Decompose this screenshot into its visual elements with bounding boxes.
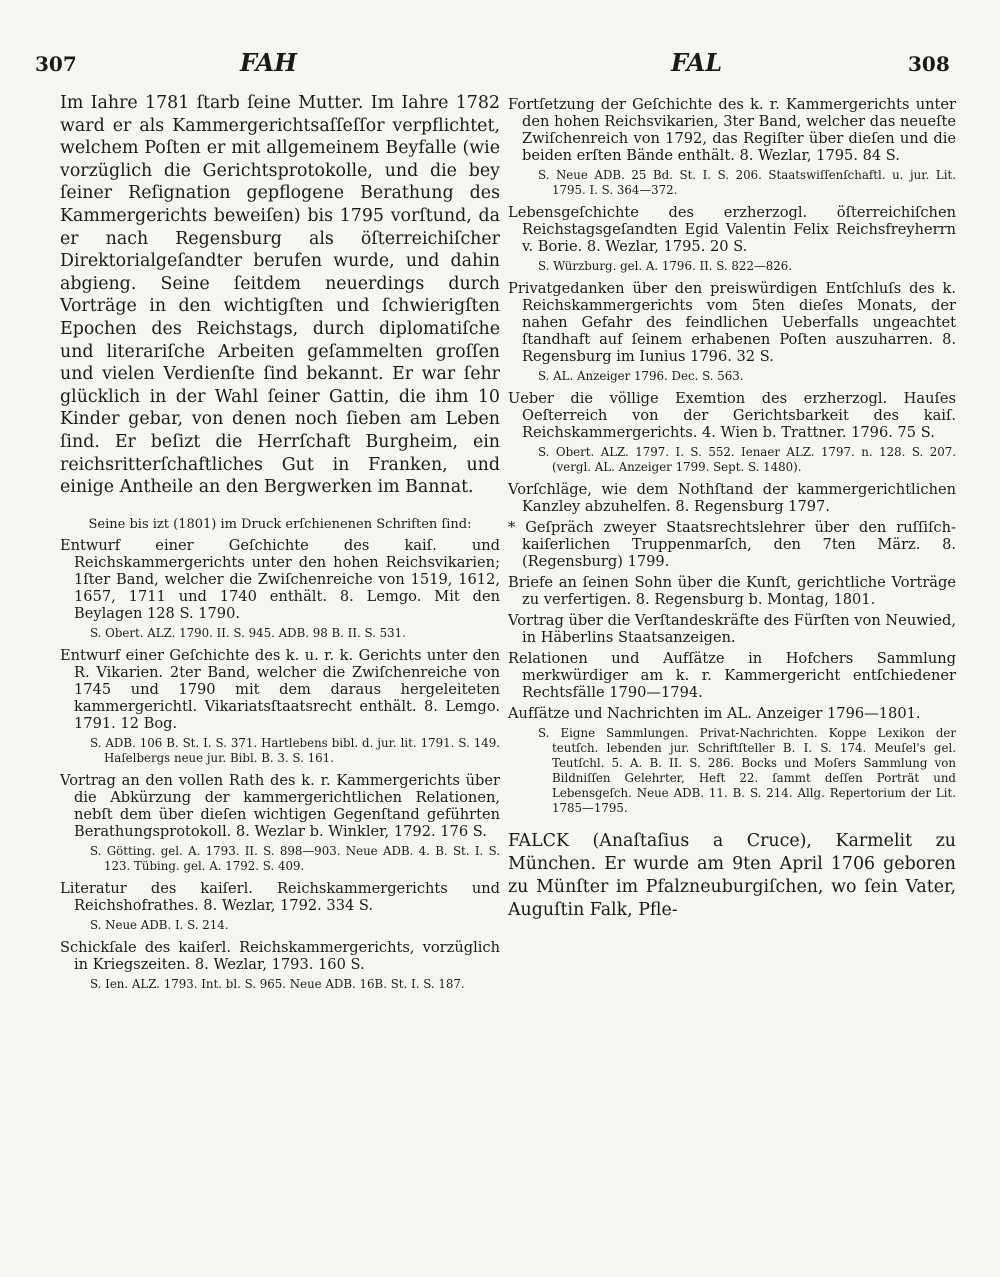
entry-title: * Geſpräch zweyer Staatsrechtslehrer über den ruſſiſch-kaiſerlichen Truppenmarſch, den 7ten März. 8. (Regensburg) 1799. [508, 519, 956, 570]
entry-title: Briefe an ſeinen Sohn über die Kunſt, gerichtliche Vorträge zu verfertigen. 8. Regensburg b. Montag, 1801. [508, 574, 956, 608]
entry-title: Lebensgeſchichte des erzherzogl. öſterreichiſchen Reichstagsgeſandten Egid Valentin Felix Reichsfreyherrn v. Borie. 8. Wezlar, 1795. 20 S. [508, 204, 956, 255]
bibliography-entry [508, 519, 956, 570]
entry-reference: S. Würzburg. gel. A. 1796. II. S. 822—826. [538, 259, 793, 273]
entry-reference: S. ADB. 106 B. St. I. S. 371. Hartlebens bibl. d. jur. lit. 1791. S. 149. Haſelbergs neue jur. Bibl. B. 3. S. 161. [90, 735, 500, 765]
bibliography-entry [60, 647, 500, 766]
entry-title: Privatgedanken über den preiswürdigen Entſchluſs des k. Reichskammergerichts vom 5ten dieſes Monats, der nahen Gefahr des feindlichen Ueberfalls ungeachtet ſtandhaft auf ſeinem erhabenen Poſten auszuharren. 8. Regensburg im Iunius 1796. 32 S. [508, 280, 956, 365]
entry-reference: S. Neue ADB. I. S. 214. [90, 917, 229, 932]
entry-title: Aufſätze und Nachrichten im AL. Anzeiger 1796—1801. [508, 705, 921, 722]
bibliography-entry [508, 204, 956, 274]
bibliography-entry [508, 650, 956, 701]
bibliography-entry [508, 705, 956, 816]
bibliography-entry [508, 481, 956, 515]
bibliography-entry [60, 939, 500, 992]
bibliography-entry [60, 880, 500, 933]
page-number-left: 307 [35, 52, 77, 76]
entry-title: Entwurf einer Geſchichte des k. u. r. k. Gerichts unter den R. Vikarien. 2ter Band, welcher die Zwiſchenreiche von 1745 und 1790 mit dem daraus hergeleiteten kammergerichtl. Vikariatsſtaatsrecht enthält. 8. Lemgo. 1791. 12 Bog. [60, 646, 500, 732]
bibliography-entry [60, 772, 500, 874]
entry-reference: S. Ien. ALZ. 1793. Int. bl. S. 965. Neue ADB. 16B. St. I. S. 187. [90, 976, 465, 991]
bibliography-entry [60, 537, 500, 641]
running-head-left: FAH [240, 48, 297, 77]
works-intro: Seine bis izt (1801) im Druck erſchienenen Schriften ſind: [88, 516, 472, 532]
entry-title: Fortſetzung der Geſchichte des k. r. Kammergerichts unter den hohen Reichsvikarien, 3ter Band, welcher das neueſte Zwiſchenreich von 1792, das Regiſter über dieſen und die beiden erſten Bände enthält. 8. Wezlar, 1795. 84 S. [508, 96, 956, 164]
entry-reference: S. Obert. ALZ. 1797. I. S. 552. Ienaer ALZ. 1797. n. 128. S. 207. (vergl. AL. Anzeiger 1799. Sept. S. 1480). [538, 445, 956, 474]
bibliography-entry [508, 574, 956, 608]
entry-title: Schickſale des kaiſerl. Reichskammergerichts, vorzüglich in Kriegszeiten. 8. Wezlar, 1793. 160 S. [60, 938, 500, 973]
entry-title: Vortrag an den vollen Rath des k. r. Kammergerichts über die Abkürzung der kammergerichtlichen Relationen, nebſt dem über dieſen wichtigen Gegenſtand geführten Berathungsprotokoll. 8. Wezlar b. Winkler, 1792. 176 S. [60, 771, 500, 840]
running-head-right: FAL [671, 48, 723, 77]
entry-reference: S. Eigne Sammlungen. Privat-Nachrichten. Koppe Lexikon der teutſch. lebenden jur. Schriftſteller B. I. S. 174. Meuſel's gel. Teutſchl. 5. A. B. II. S. 286. Bocks und Moſers Sammlung von Bildniſſen Gelehrter, Heft 22. ſammt deſſen Porträt und Lebensgeſch. Neue ADB. 11. B. S. 214. Allg. Repertorium der Lit. 1785—1795. [538, 726, 956, 815]
right-column [508, 92, 956, 922]
entry-reference: S. Neue ADB. 25 Bd. St. I. S. 206. Staatswiſſenſchaftl. u. jur. Lit. 1795. I. S. 364—372. [538, 168, 956, 197]
entry-title: Entwurf einer Geſchichte des kaiſ. und Reichskammergerichts unter den hohen Reichsvikarien; 1ſter Band, welcher die Zwiſchenreiche von 1519, 1612, 1657, 1711 und 1740 enthält. 8. Lemgo. Mit den Beylagen 128 S. 1790. [60, 536, 500, 622]
page-number-right: 308 [908, 52, 950, 76]
bibliography-entry [508, 390, 956, 475]
entry-title: Literatur des kaiſerl. Reichskammergerichts und Reichshofrathes. 8. Wezlar, 1792. 334 S. [60, 879, 500, 914]
falck-entry-paragraph: FALCK (Anaſtaſius a Cruce), Karmelit zu München. Er wurde am 9ten April 1706 geboren zu Münſter im Pfalzneuburgiſchen, wo ſein Vater, Auguſtin Falk, Pfle- [508, 831, 956, 920]
entry-title: Ueber die völlige Exemtion des erzherzogl. Hauſes Oeſterreich von der Gerichtsbarkeit des kaiſ. Reichskammergerichts. 4. Wien b. Trattner. 1796. 75 S. [508, 390, 956, 441]
left-column [60, 92, 500, 998]
entry-title: Vortrag über die Verſtandeskräfte des Fürſten von Neuwied, in Häberlins Staatsanzeigen. [508, 612, 956, 646]
entry-title: Vorſchläge, wie dem Nothſtand der kammergerichtlichen Kanzley abzuhelfen. 8. Regensburg 1797. [508, 481, 956, 515]
entry-reference: S. Obert. ALZ. 1790. II. S. 945. ADB. 98 B. II. S. 531. [90, 625, 406, 640]
entry-title: Relationen und Aufſätze in Hofchers Sammlung merkwürdiger am k. r. Kammergericht entſchiedener Rechtsfälle 1790—1794. [508, 650, 956, 701]
entry-reference: S. Götting. gel. A. 1793. II. S. 898—903. Neue ADB. 4. B. St. I. S. 123. Tübing. gel. A. 1792. S. 409. [90, 843, 500, 873]
bibliography-entry [508, 96, 956, 198]
entry-reference: S. AL. Anzeiger 1796. Dec. S. 563. [538, 369, 744, 383]
biography-paragraph: Im Iahre 1781 ſtarb ſeine Mutter. Im Iahre 1782 ward er als Kammergerichtsaſſeſſor verpflichtet, welchem Poſten er mit allgemeinem Beyfalle (wie vorzüglich die Gerichtsprotokolle, und die bey ſeiner Reſignation gepflogene Berathung des Kammergerichts beweiſen) bis 1795 vorſtund, da er nach Regensburg als öſterreichiſcher Direktorialgeſandter berufen wurde, und dahin abgieng. Seine ſeitdem neuerdings durch Vorträge in den wichtigſten und ſchwierigſten Epochen des Reichstags, durch diplomatiſche und literariſche Arbeiten geſammelten groſſen und vielen Verdienſte ſind bekannt. Er war ſehr glücklich in der Wahl ſeiner Gattin, die ihm 10 Kinder gebar, von denen noch ſieben am Leben ſind. Er beſizt die Herrſchaft Burgheim, ein reichsritterſchaftliches Gut in Franken, und einige Antheile an den Bergwerken im Bannat. [60, 93, 500, 498]
bibliography-entry [508, 612, 956, 646]
bibliography-entry [508, 280, 956, 384]
